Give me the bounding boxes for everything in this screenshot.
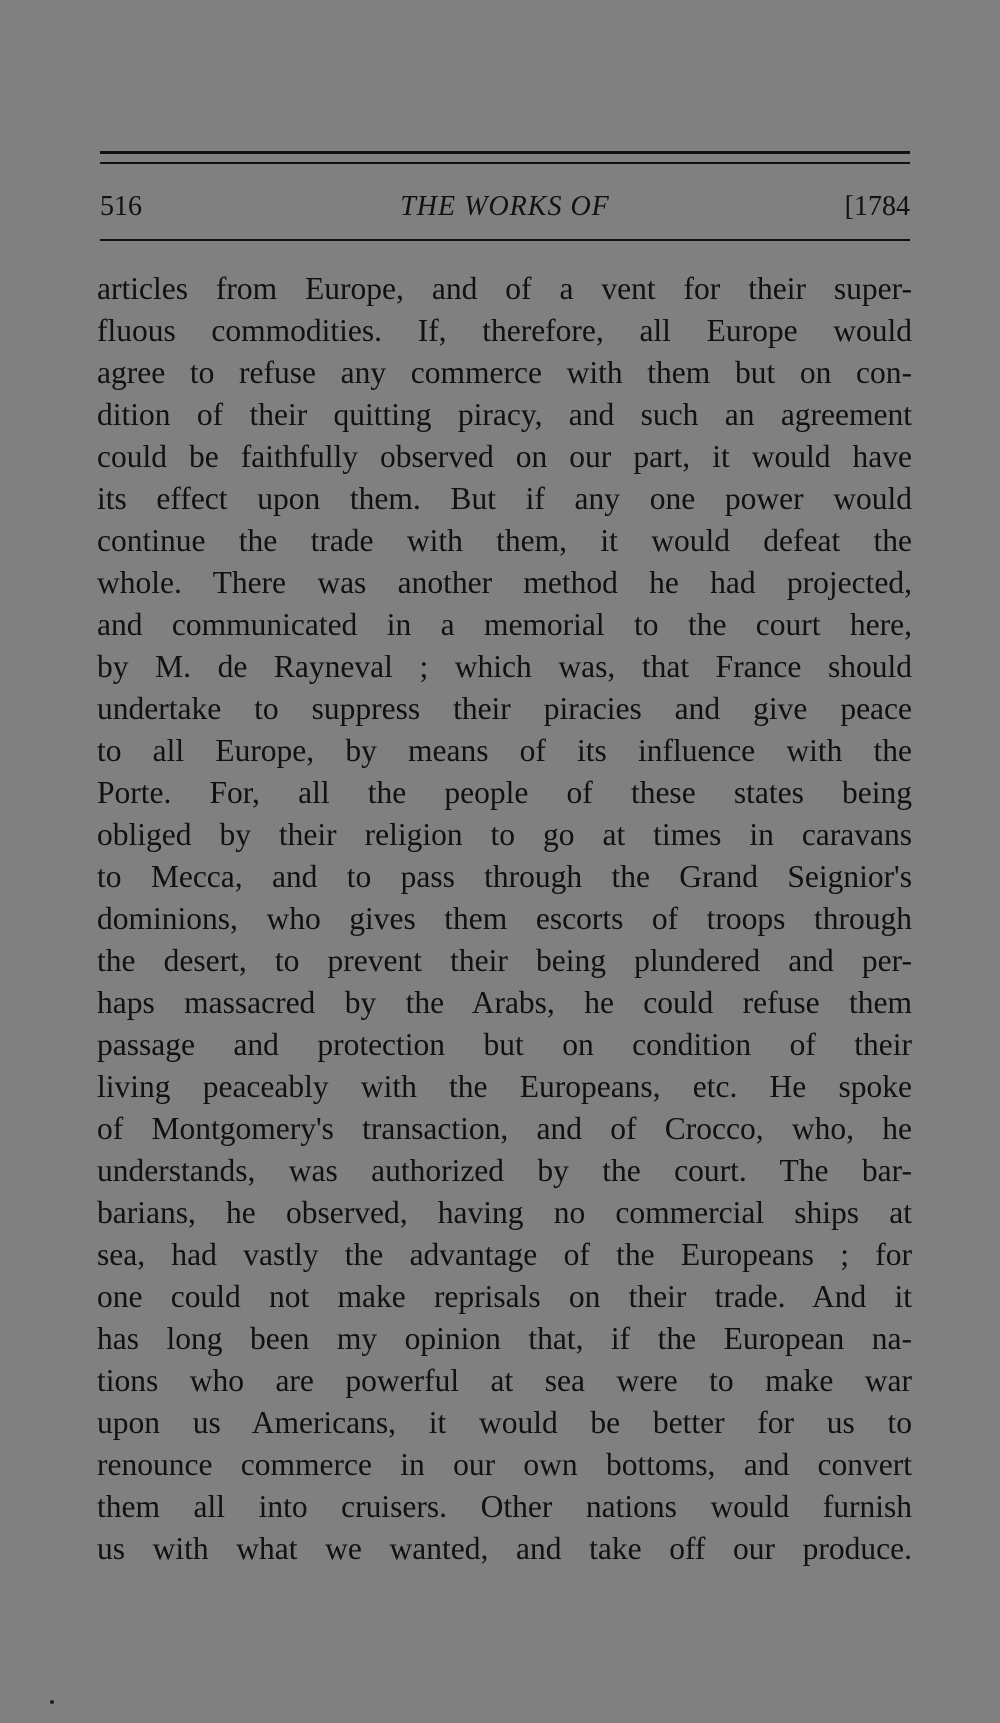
text-line: one could not make reprisals on their trade. And it xyxy=(97,1279,912,1314)
text-line: dition of their quitting piracy, and such an agreement xyxy=(97,397,912,432)
text-line: renounce commerce in our own bottoms, and convert xyxy=(97,1447,912,1482)
text-line: of Montgomery's transaction, and of Crocco, who, he xyxy=(97,1111,912,1146)
text-line: haps massacred by the Arabs, he could refuse them xyxy=(97,985,912,1020)
top-rule-thick xyxy=(100,151,910,154)
text-line: sea, had vastly the advantage of the Europeans ; for xyxy=(97,1237,912,1272)
header-rule xyxy=(100,239,910,241)
text-line: articles from Europe, and of a vent for their super- xyxy=(97,271,912,306)
text-line: us with what we wanted, and take off our produce. xyxy=(97,1531,912,1566)
text-line: its effect upon them. But if any one power would xyxy=(97,481,912,516)
year-mark: [1784 xyxy=(844,191,910,222)
body-text xyxy=(97,268,912,1570)
text-line: could be faithfully observed on our part, it would have xyxy=(97,439,912,474)
text-line: fluous commodities. If, therefore, all Europe would xyxy=(97,313,912,348)
text-line: the desert, to prevent their being plundered and per- xyxy=(97,943,912,978)
scan-speck xyxy=(50,1700,54,1704)
text-line: to all Europe, by means of its influence with the xyxy=(97,733,912,768)
text-line: agree to refuse any commerce with them but on con- xyxy=(97,355,912,390)
running-title: THE WORKS OF xyxy=(400,191,610,222)
text-line: Porte. For, all the people of these states being xyxy=(97,775,912,810)
running-header xyxy=(100,188,910,226)
text-line: them all into cruisers. Other nations would furnish xyxy=(97,1489,912,1524)
text-line: tions who are powerful at sea were to make war xyxy=(97,1363,912,1398)
text-line: whole. There was another method he had projected, xyxy=(97,565,912,600)
text-line: passage and protection but on condition of their xyxy=(97,1027,912,1062)
text-line: undertake to suppress their piracies and give peace xyxy=(97,691,912,726)
text-line: to Mecca, and to pass through the Grand Seignior's xyxy=(97,859,912,894)
text-line: and communicated in a memorial to the court here, xyxy=(97,607,912,642)
text-line: living peaceably with the Europeans, etc. He spoke xyxy=(97,1069,912,1104)
text-line: barians, he observed, having no commercial ships at xyxy=(97,1195,912,1230)
page-number: 516 xyxy=(100,191,142,222)
text-line: upon us Americans, it would be better for us to xyxy=(97,1405,912,1440)
text-line: understands, was authorized by the court. The bar- xyxy=(97,1153,912,1188)
text-line: has long been my opinion that, if the European na- xyxy=(97,1321,912,1356)
text-line: obliged by their religion to go at times in caravans xyxy=(97,817,912,852)
text-line: dominions, who gives them escorts of troops through xyxy=(97,901,912,936)
text-line: continue the trade with them, it would defeat the xyxy=(97,523,912,558)
text-line: by M. de Rayneval ; which was, that France should xyxy=(97,649,912,684)
top-rule-thin xyxy=(100,162,910,164)
